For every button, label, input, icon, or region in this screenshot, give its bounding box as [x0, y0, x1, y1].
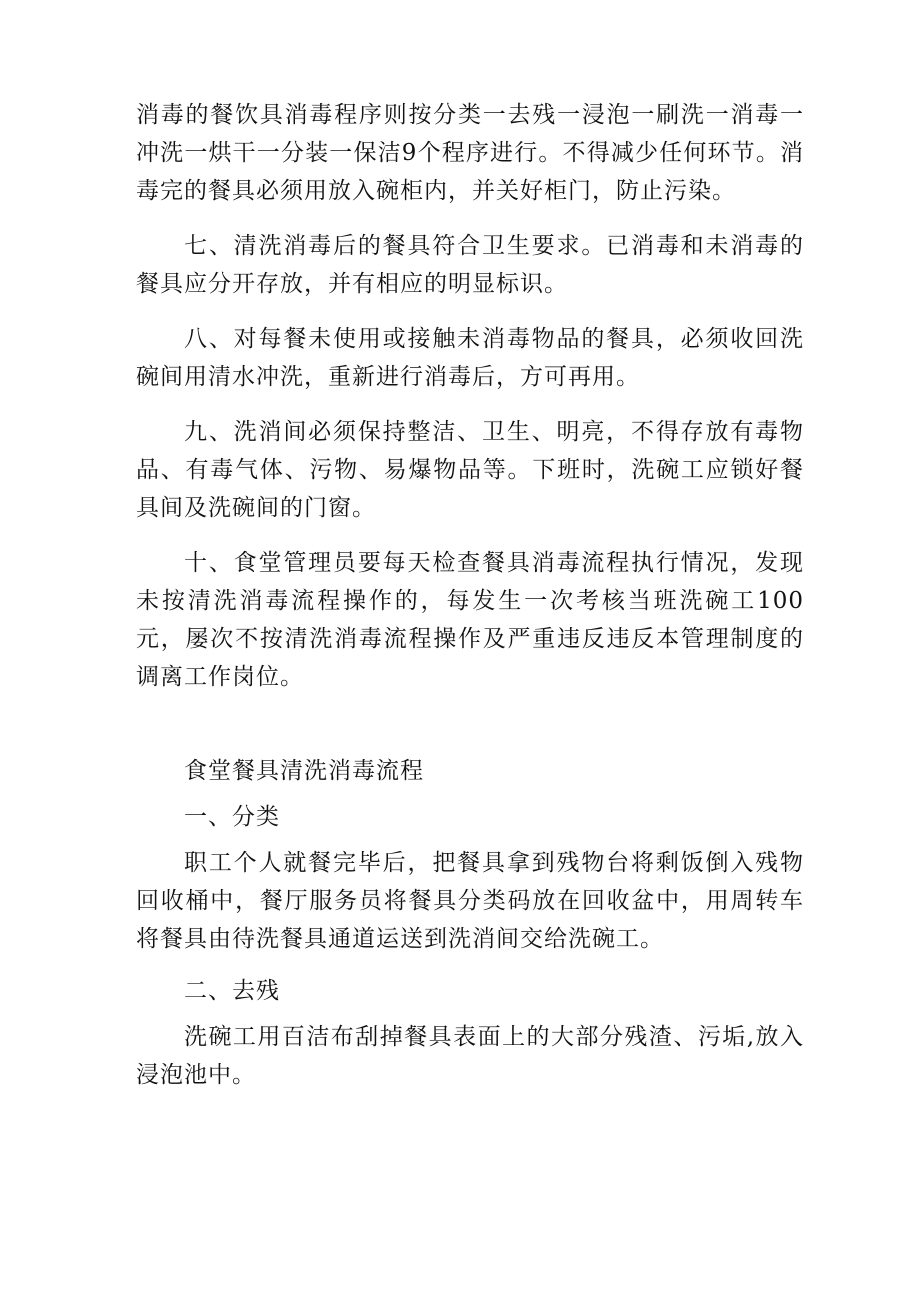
step-2-body: 洗碗工用百洁布刮掉餐具表面上的大部分残渣、污垢,放入浸泡池中。 — [136, 1024, 804, 1088]
paragraph-disinfection-procedure: 消毒的餐饮具消毒程序则按分类一去残一浸泡一刷洗一消毒一冲洗一烘干一分装一保洁9个程序进行。不得减少任何环节。消毒完的餐具必须用放入碗柜内，并关好柜门，防止污染。 — [136, 102, 804, 204]
paragraph-rule-7: 七、清洗消毒后的餐具符合卫生要求。已消毒和未消毒的餐具应分开存放，并有相应的明显标识。 — [136, 233, 804, 297]
step-1-heading: 一、分类 — [184, 804, 280, 830]
document-page — [136, 96, 804, 1094]
paragraph-rule-8: 八、对每餐未使用或接触未消毒物品的餐具，必须收回洗碗间用清水冲洗，重新进行消毒后，方可再用。 — [136, 326, 804, 390]
step-2-heading: 二、去残 — [184, 978, 280, 1004]
paragraph-rule-10: 十、食堂管理员要每天检查餐具消毒流程执行情况，发现未按清洗消毒流程操作的，每发生一次考核当班洗碗工100元，屡次不按清洗消毒流程操作及严重违反违反本管理制度的调离工作岗位。 — [136, 550, 804, 690]
paragraph-rule-9: 九、洗消间必须保持整洁、卫生、明亮，不得存放有毒物品、有毒气体、污物、易爆物品等。下班时，洗碗工应锁好餐具间及洗碗间的门窗。 — [136, 419, 804, 521]
section-title: 食堂餐具清洗消毒流程 — [184, 758, 424, 784]
step-1-body: 职工个人就餐完毕后，把餐具拿到残物台将剩饭倒入残物回收桶中，餐厅服务员将餐具分类码放在回收盆中，用周转车将餐具由待洗餐具通道运送到洗消间交给洗碗工。 — [136, 850, 804, 952]
